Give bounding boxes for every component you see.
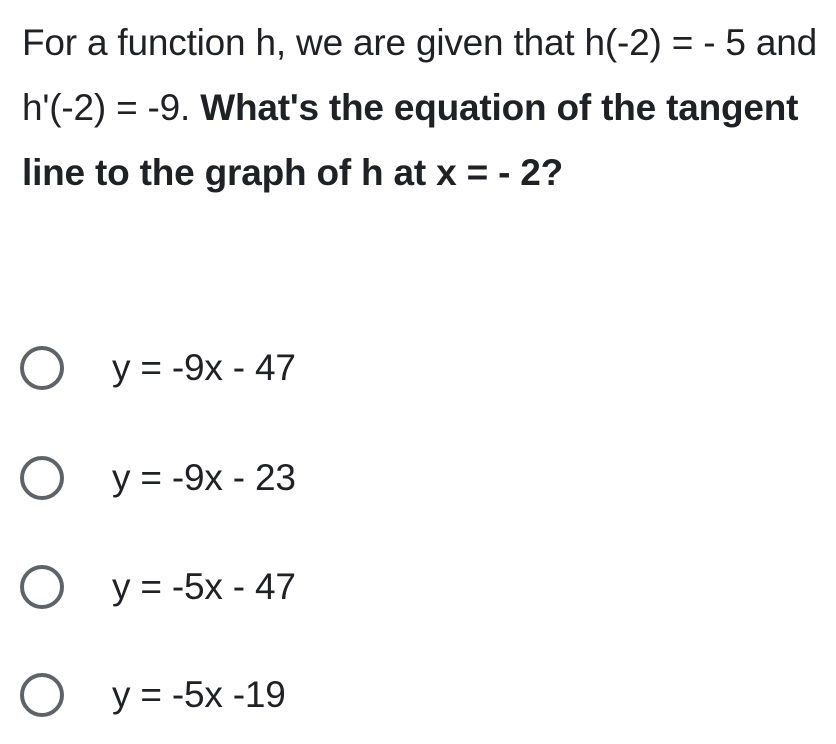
option-2[interactable] xyxy=(20,448,296,508)
option-4[interactable] xyxy=(20,665,286,725)
radio-button-icon[interactable] xyxy=(20,673,64,717)
question-given: For a function h, we are given that h(-2) = - 5 and h'(-2) = -9. xyxy=(22,22,817,128)
radio-button-icon[interactable] xyxy=(20,565,64,609)
option-label: y = -9x - 23 xyxy=(112,457,296,498)
option-label: y = -5x -19 xyxy=(112,674,286,715)
option-1[interactable] xyxy=(20,338,296,398)
option-label: y = -5x - 47 xyxy=(112,566,296,607)
question-prompt: What's the equation of the tangent line to the graph of h at x = - 2? xyxy=(22,87,799,193)
radio-button-icon[interactable] xyxy=(20,456,64,500)
radio-button-icon[interactable] xyxy=(20,346,64,390)
option-label: y = -9x - 47 xyxy=(112,347,296,388)
option-3[interactable] xyxy=(20,557,296,617)
